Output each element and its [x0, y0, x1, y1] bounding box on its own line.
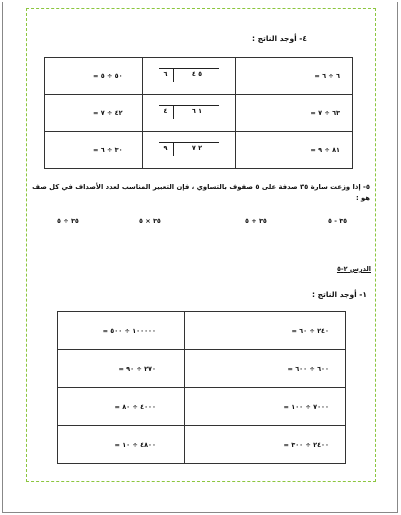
- table-row: [45, 132, 353, 169]
- q5-option-c[interactable]: ٣٥ + ٥: [245, 217, 267, 225]
- table-row: [58, 388, 346, 426]
- q1-row4-left: ٤٨٠٠ ÷ ١٠ =: [58, 426, 185, 464]
- dividend: ١ ٦: [191, 107, 203, 115]
- q1-row4-right: ٢٤٠٠ ÷ ٣٠٠ =: [185, 426, 346, 464]
- q1-heading: ١- أوجد الناتج :: [312, 290, 367, 299]
- q4-table: [44, 57, 353, 169]
- q5-text-line2: هو :: [355, 194, 370, 202]
- table-row: [58, 312, 346, 350]
- q4-row1-left: ٥٠ ÷ ٥ =: [45, 58, 143, 95]
- q4-row1-right: ٦ ÷ ٦ =: [236, 58, 353, 95]
- q5-option-b[interactable]: ٣٥ × ٥: [139, 217, 161, 225]
- table-row: [45, 95, 353, 132]
- q5-text-line1: ٥- إذا وزعت سارة ٣٥ صدفة على ٥ صفوف بالتساوي ، فإن التعبير المناسب لعدد الأصداف في كل صف: [32, 183, 370, 191]
- table-row: [45, 58, 353, 95]
- q4-row2-right: ٦٣ ÷ ٧ =: [236, 95, 353, 132]
- q1-table: [57, 311, 346, 464]
- q4-row2-left: ٤٢ ÷ ٧ =: [45, 95, 143, 132]
- q4-heading: ٤- أوجد الناتج :: [252, 34, 307, 43]
- q1-row1-right: ٢٤٠ ÷ ٦٠ =: [185, 312, 346, 350]
- q4-row3-long-division: [143, 132, 236, 169]
- q5-option-a[interactable]: ٣٥ ÷ ٥: [57, 217, 79, 225]
- q4-row3-right: ٨١ ÷ ٩ =: [236, 132, 353, 169]
- q5-option-d[interactable]: ٣٥ - ٥: [328, 217, 348, 225]
- q1-row3-right: ٧٠٠٠ ÷ ١٠٠ =: [185, 388, 346, 426]
- dividend: ٥ ٤: [191, 70, 203, 78]
- dividend: ٢ ٧: [191, 144, 203, 152]
- divisor: ٤: [163, 107, 168, 115]
- divisor: ٩: [163, 144, 168, 152]
- q1-row2-left: ٢٧٠ ÷ ٩٠ =: [58, 350, 185, 388]
- table-row: [58, 350, 346, 388]
- q4-row1-long-division: [143, 58, 236, 95]
- table-row: [58, 426, 346, 464]
- q4-row3-left: ٣٠ ÷ ٦ =: [45, 132, 143, 169]
- q4-row2-long-division: [143, 95, 236, 132]
- q1-row3-left: ٤٠٠٠ ÷ ٨٠ =: [58, 388, 185, 426]
- divisor: ٦: [163, 70, 168, 78]
- lesson-title: الدرس ٢-٥: [336, 265, 371, 273]
- q1-row1-left: ١٠٠٠٠٠ ÷ ٥٠٠ =: [58, 312, 185, 350]
- q1-row2-right: ٦٠٠ ÷ ٦٠٠ =: [185, 350, 346, 388]
